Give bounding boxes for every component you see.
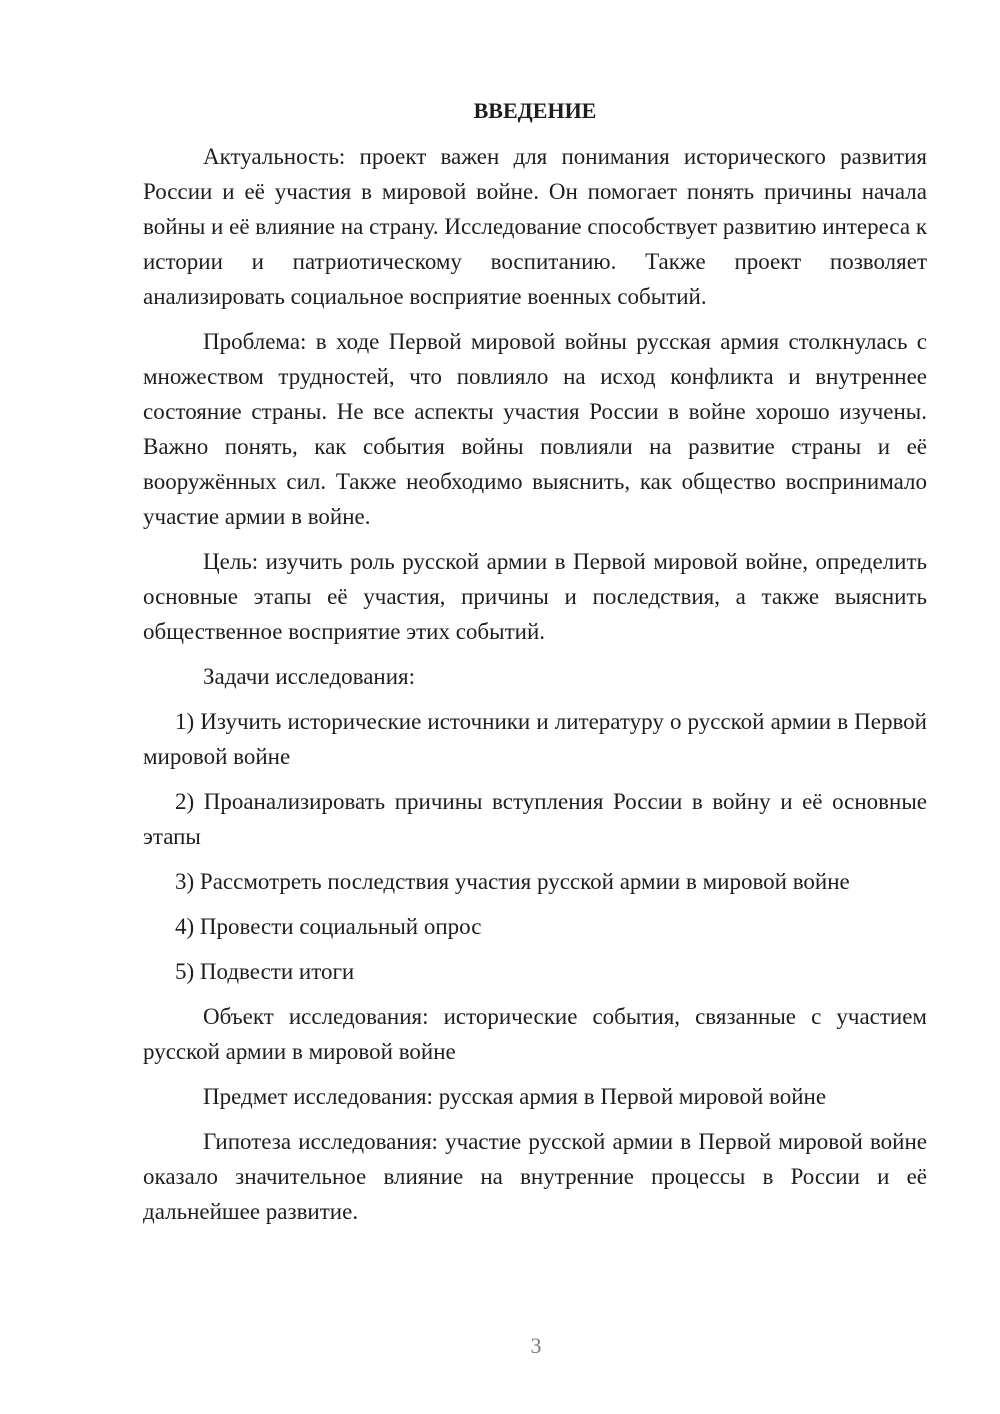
object-paragraph: Объект исследования: исторические события, связанные с участием русской армии в мировой войне (143, 1004, 927, 1064)
task-item-3: 3) Рассмотреть последствия участия русской армии в мировой войне (175, 869, 850, 894)
tasks-heading: Задачи исследования: (203, 664, 416, 689)
page-number: 3 (530, 1333, 542, 1358)
section-title: ВВЕДЕНИЕ (473, 98, 597, 123)
goal-paragraph: Цель: изучить роль русской армии в Первой мировой войне, определить основные этапы её участия, причины и последствия, а также выяснить общественное восприятие этих событий. (143, 549, 927, 644)
task-item-1: 1) Изучить исторические источники и литературу о русской армии в Первой мировой войне (143, 709, 927, 769)
subject-paragraph: Предмет исследования: русская армия в Первой мировой войне (203, 1084, 827, 1109)
task-item-4: 4) Провести социальный опрос (175, 914, 482, 939)
task-item-5: 5) Подвести итоги (175, 959, 355, 984)
relevance-paragraph: Актуальность: проект важен для понимания исторического развития России и её участия в мировой войне. Он помогает понять причины начала войны и её влияние на страну. Исследование способствует развитию интереса к истории и патриотическому воспитанию. Также проект позволяет анализировать социальное восприятие военных событий. (143, 144, 927, 309)
problem-paragraph: Проблема: в ходе Первой мировой войны русская армия столкнулась с множеством трудностей, что повлияло на исход конфликта и внутреннее состояние страны. Не все аспекты участия России в войне хорошо изучены. Важно понять, как события войны повлияли на развитие страны и её вооружённых сил. Также необходимо выяснить, как общество воспринимало участие армии в войне. (143, 329, 927, 529)
task-item-2: 2) Проанализировать причины вступления России в войну и её основные этапы (143, 789, 927, 849)
hypothesis-paragraph: Гипотеза исследования: участие русской армии в Первой мировой войне оказало значительное влияние на внутренние процессы в России и её дальнейшее развитие. (143, 1129, 927, 1224)
page-content (143, 94, 927, 1239)
